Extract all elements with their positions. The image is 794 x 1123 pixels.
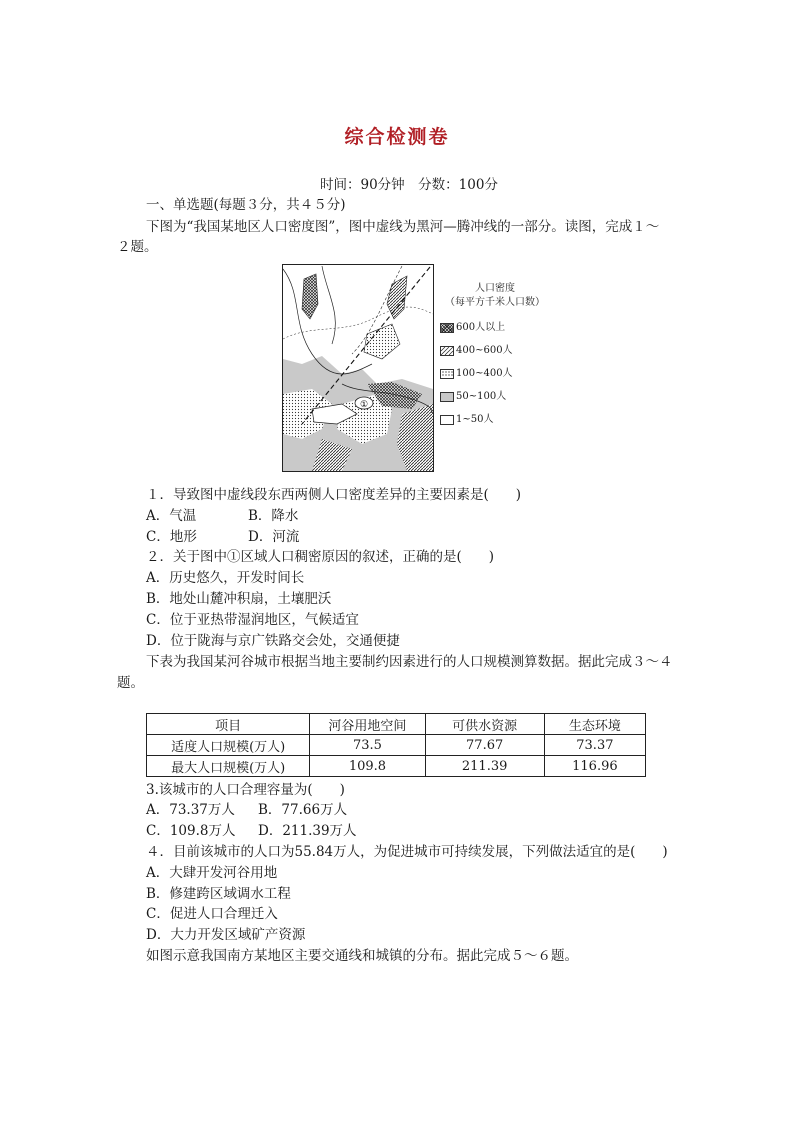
table-cell: 116.96 bbox=[544, 756, 645, 777]
option-d[interactable]: D．河流 bbox=[248, 529, 300, 545]
table-header: 河谷用地空间 bbox=[310, 714, 425, 735]
table-cell: 73.5 bbox=[310, 735, 425, 756]
legend-item bbox=[440, 385, 560, 408]
option-a[interactable]: A．73.37万人 bbox=[146, 802, 235, 818]
option-b[interactable]: B．修建跨区域调水工程 bbox=[146, 886, 291, 902]
table-cell: 最大人口规模(万人) bbox=[147, 756, 310, 777]
question-stem: ４．目前该城市的人口为55.84万人，为促进城市可持续发展，下列做法适宜的是( ) bbox=[146, 844, 668, 860]
table-row bbox=[147, 756, 646, 777]
intro-text: 下表为我国某河谷城市根据当地主要制约因素进行的人口规模测算数据。据此完成３～４ bbox=[146, 654, 673, 670]
option-d[interactable]: D．大力开发区域矿产资源 bbox=[146, 927, 306, 943]
table-cell: 109.8 bbox=[310, 756, 425, 777]
legend-subtitle: （每平方千米人口数） bbox=[445, 297, 545, 308]
legend-title: 人口密度 bbox=[475, 283, 515, 294]
intro-text: 题。 bbox=[117, 675, 144, 691]
intro-text: ２题。 bbox=[117, 239, 158, 255]
intro-text: 下图为“我国某地区人口密度图”，图中虚线为黑河—腾冲线的一部分。读图，完成１～ bbox=[146, 219, 660, 235]
table-cell: 77.67 bbox=[425, 735, 544, 756]
table-cell: 73.37 bbox=[544, 735, 645, 756]
legend-item bbox=[440, 316, 560, 339]
table-header-row bbox=[147, 714, 646, 735]
option-d[interactable]: D．211.39万人 bbox=[258, 823, 357, 839]
legend-label: 50~100人 bbox=[456, 390, 507, 402]
option-a[interactable]: A．大肆开发河谷用地 bbox=[146, 865, 278, 881]
table-header: 可供水资源 bbox=[425, 714, 544, 735]
intro-text: 如图示意我国南方某地区主要交通线和城镇的分布。据此完成５～６题。 bbox=[146, 948, 578, 964]
legend-label: 1~50人 bbox=[456, 413, 494, 425]
option-a[interactable]: A．历史悠久，开发时间长 bbox=[146, 570, 305, 586]
table-header: 生态环境 bbox=[544, 714, 645, 735]
table-row bbox=[147, 735, 646, 756]
option-c[interactable]: C．109.8万人 bbox=[146, 823, 236, 839]
option-a[interactable]: A．气温 bbox=[146, 508, 197, 524]
option-c[interactable]: C．地形 bbox=[146, 529, 197, 545]
legend-item bbox=[440, 339, 560, 362]
exam-meta: 时间：90分钟 分数：100分 bbox=[320, 177, 498, 193]
legend-item bbox=[440, 408, 560, 431]
option-d[interactable]: D．位于陇海与京广铁路交会处，交通便捷 bbox=[146, 633, 400, 649]
option-c[interactable]: C．促进人口合理迁入 bbox=[146, 906, 278, 922]
question-stem: １．导致图中虚线段东西两侧人口密度差异的主要因素是( ) bbox=[146, 487, 522, 503]
population-density-map bbox=[282, 264, 434, 472]
population-table bbox=[146, 713, 646, 777]
question-stem: 3.该城市的人口合理容量为( ) bbox=[146, 782, 345, 798]
option-b[interactable]: B．77.66万人 bbox=[258, 802, 348, 818]
option-b[interactable]: B．降水 bbox=[248, 508, 299, 524]
legend-label: 400~600人 bbox=[456, 344, 513, 356]
table-cell: 211.39 bbox=[425, 756, 544, 777]
legend-label: 100~400人 bbox=[456, 367, 513, 379]
region-marker: ① bbox=[359, 400, 369, 410]
table-cell: 适度人口规模(万人) bbox=[147, 735, 310, 756]
legend-label: 600人以上 bbox=[456, 321, 506, 333]
question-stem: ２．关于图中①区域人口稠密原因的叙述，正确的是( ) bbox=[146, 549, 495, 565]
table-header: 项目 bbox=[147, 714, 310, 735]
map-legend bbox=[440, 282, 560, 431]
legend-item bbox=[440, 362, 560, 385]
page-title: 综合检测卷 bbox=[344, 126, 450, 148]
section-heading: 一、单选题(每题３分，共４５分) bbox=[146, 197, 346, 213]
option-b[interactable]: B．地处山麓冲积扇，土壤肥沃 bbox=[146, 591, 332, 607]
option-c[interactable]: C．位于亚热带湿润地区，气候适宜 bbox=[146, 612, 359, 628]
